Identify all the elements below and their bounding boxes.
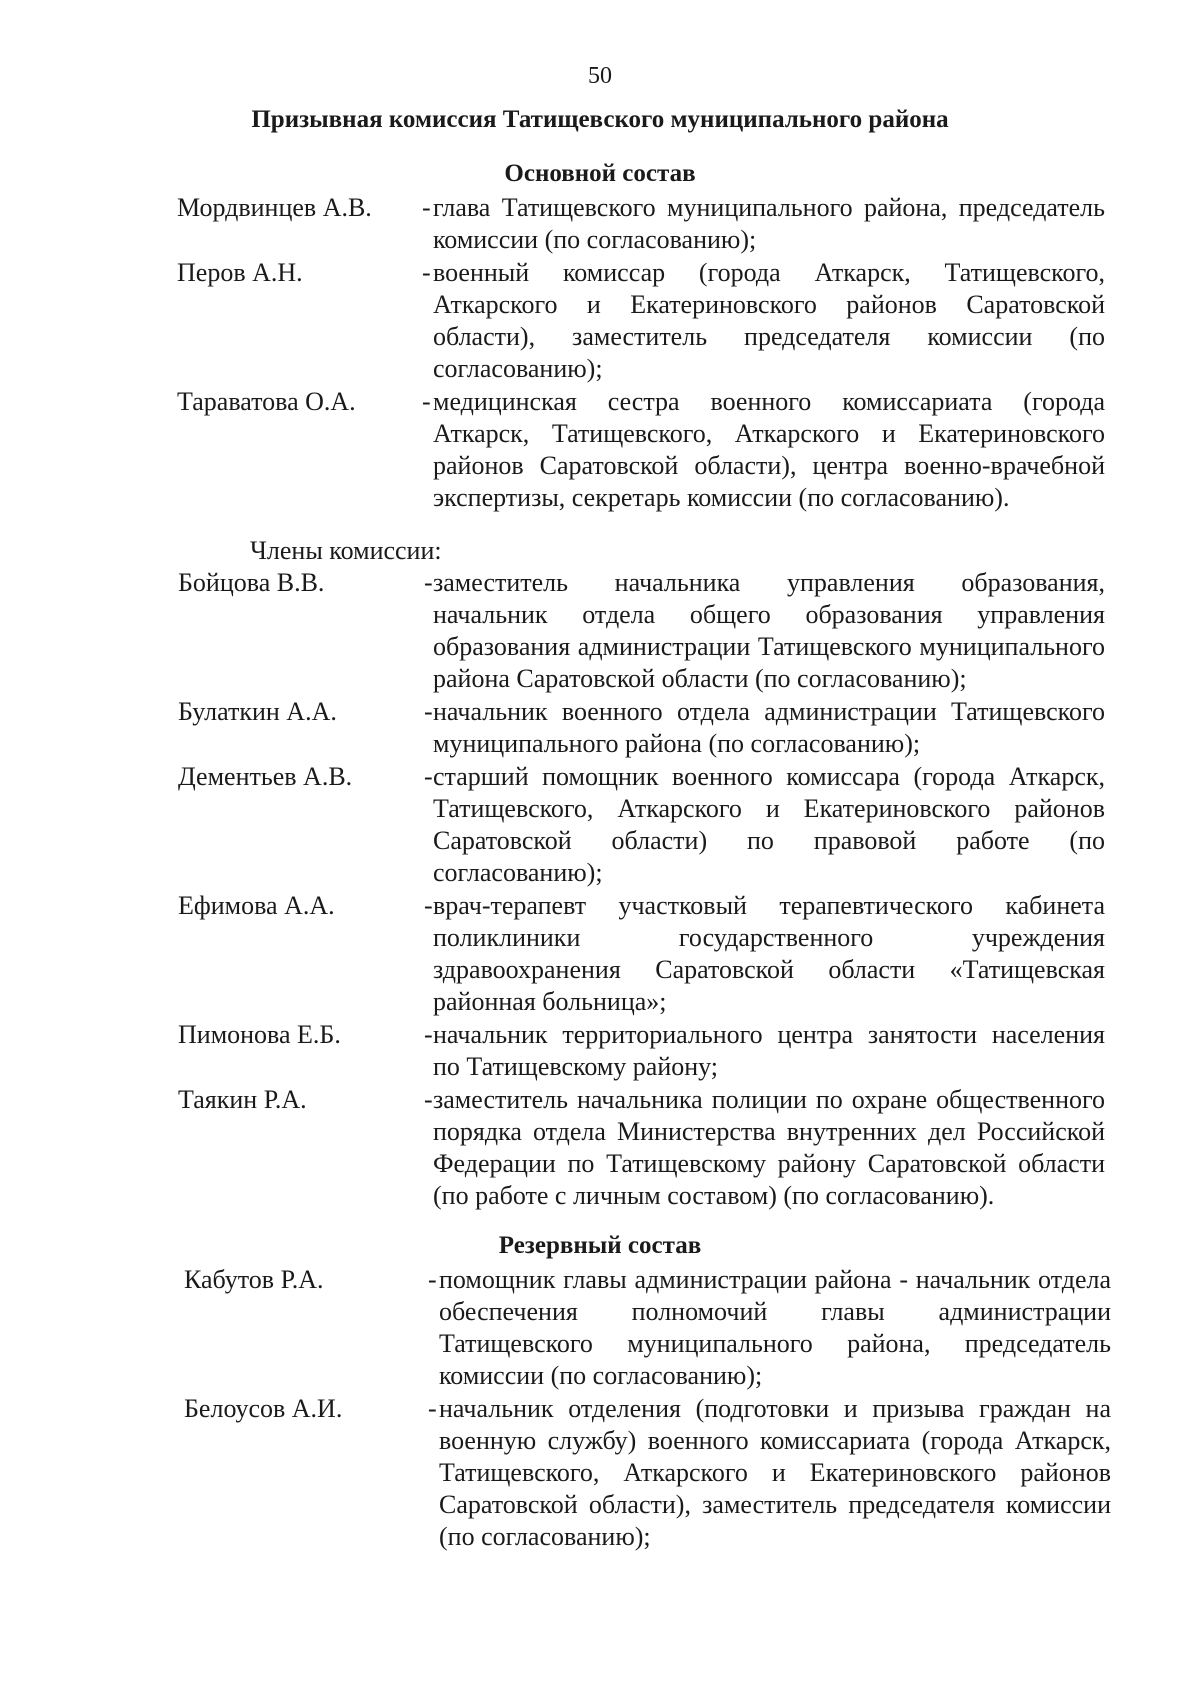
member-entry	[0, 1084, 1200, 1212]
document-title: Призывная комиссия Татищевского муниципального района	[251, 106, 949, 133]
members-list	[0, 567, 1200, 1213]
members-label: Члены комиссии:	[250, 536, 442, 565]
entry-dash: -	[422, 193, 431, 222]
member-position: врач-терапевт участковый терапевтического кабинета поликлиники государственного учреждения здравоохранения Саратовской области «Татищевская районная больница»;	[433, 891, 1105, 1016]
member-entry	[0, 761, 1200, 889]
reserve-composition-list	[0, 1264, 1200, 1554]
member-position: военный комиссар (города Аткарск, Татищевского, Аткарского и Екатериновского районов Саратовской области), заместитель председателя комиссии (по согласованию);	[433, 258, 1105, 383]
member-position: медицинская сестра военного комиссариата (города Аткарск, Татищевского, Аткарского и Екатериновского районов Саратовской области), центра военно-врачебной экспертизы, секретарь комиссии (по согласованию).	[433, 387, 1105, 512]
member-entry	[0, 257, 1200, 385]
entry-dash: -	[424, 762, 433, 791]
entry-dash: -	[424, 1020, 433, 1049]
entry-dash: -	[422, 258, 431, 287]
member-position: помощник главы администрации района - начальник отдела обеспечения полномочий главы администрации Татищевского муниципального района, председатель комиссии (по согласованию);	[439, 1265, 1111, 1390]
entry-dash: -	[424, 568, 433, 597]
entry-dash: -	[424, 697, 433, 726]
member-name: Дементьев А.В.	[178, 762, 353, 791]
entry-dash: -	[422, 387, 431, 416]
member-name: Кабутов Р.А.	[184, 1265, 324, 1294]
entry-dash: -	[424, 891, 433, 920]
member-entry	[0, 567, 1200, 695]
member-position: начальник отделения (подготовки и призыва граждан на военную службу) военного комиссариата (города Аткарск, Татищевского, Аткарского и Екатериновского районов Саратовской области), заместитель председателя комиссии (по согласованию);	[439, 1394, 1111, 1551]
entry-dash: -	[428, 1265, 437, 1294]
member-name: Тараватова О.А.	[177, 387, 356, 416]
member-name: Таякин Р.А.	[178, 1085, 307, 1114]
member-position: заместитель начальника полиции по охране общественного порядка отдела Министерства внутренних дел Российской Федерации по Татищевскому району Саратовской области (по работе с личным составом) (по согласованию).	[433, 1085, 1105, 1210]
member-name: Бойцова В.В.	[178, 568, 325, 597]
member-position: старший помощник военного комиссара (города Аткарск, Татищевского, Аткарского и Екатериновского районов Саратовской области) по правовой работе (по согласованию);	[433, 762, 1105, 887]
member-position: начальник военного отдела администрации Татищевского муниципального района (по согласованию);	[433, 697, 1105, 758]
member-entry	[0, 696, 1200, 760]
member-name: Мордвинцев А.В.	[177, 193, 372, 222]
entry-dash: -	[428, 1394, 437, 1423]
member-position: начальник территориального центра занятости населения по Татищевскому району;	[433, 1020, 1105, 1081]
member-name: Белоусов А.И.	[184, 1394, 343, 1423]
member-entry	[0, 890, 1200, 1018]
member-entry	[0, 386, 1200, 514]
page-number: 50	[588, 63, 612, 89]
member-name: Ефимова А.А.	[178, 891, 335, 920]
member-entry	[0, 192, 1200, 256]
member-name: Пимонова Е.Б.	[178, 1020, 341, 1049]
member-position: глава Татищевского муниципального района, председатель комиссии (по согласованию);	[433, 193, 1105, 254]
member-entry	[0, 1264, 1200, 1392]
member-position: заместитель начальника управления образования, начальник отдела общего образования управления образования администрации Татищевского муниципального района Саратовской области (по согласованию);	[433, 568, 1105, 693]
member-entry	[0, 1019, 1200, 1083]
main-composition-list	[0, 192, 1200, 515]
reserve-composition-heading: Резервный состав	[498, 1232, 702, 1259]
member-entry	[0, 1393, 1200, 1553]
member-name: Булаткин А.А.	[178, 697, 337, 726]
entry-dash: -	[424, 1085, 433, 1114]
member-name: Перов А.Н.	[177, 258, 303, 287]
main-composition-heading: Основной состав	[504, 160, 696, 187]
